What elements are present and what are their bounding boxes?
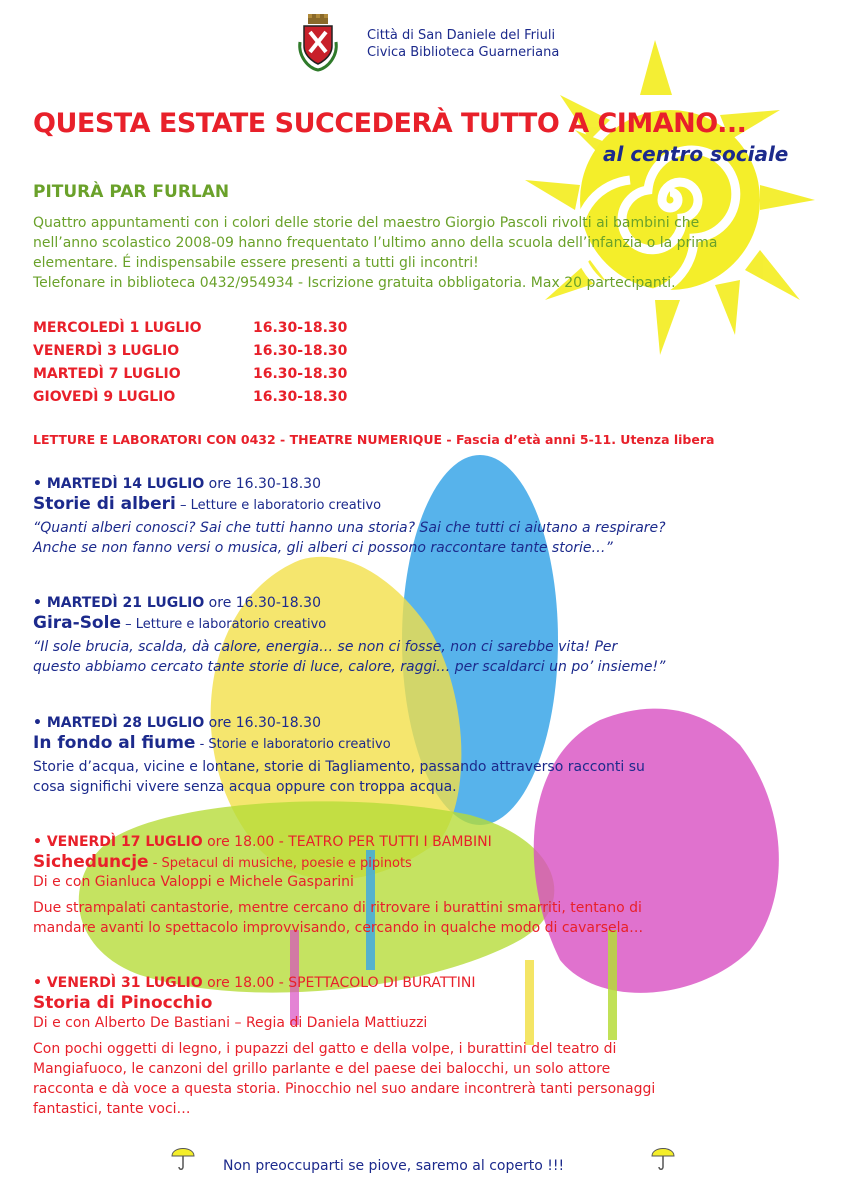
intro-line: nell’anno scolastico 2008-09 hanno frequentato l’ultimo anno della scuola dell’infanzia o la prima [33, 235, 718, 251]
event-title [33, 613, 823, 633]
event-line: Con pochi oggetti di legno, i pupazzi del gatto e della volpe, i burattini del teatro di [33, 1041, 617, 1057]
event-line: Storie d’acqua, vicine e lontane, storie di Tagliamento, passando attraverso racconti su [33, 759, 645, 775]
event-date-day: • MARTEDÌ 21 LUGLIO [33, 595, 205, 611]
event-line: mandare avanti lo spettacolo improvvisando, cercando in qualche modo di cavarsela… [33, 920, 644, 936]
event-date-day: • VENERDÌ 17 LUGLIO [33, 834, 203, 850]
event-title [33, 993, 823, 1013]
footer-note: Non preoccuparti se piove, saremo al coperto !!! [223, 1158, 565, 1174]
schedule-day: GIOVEDÌ 9 LUGLIO [33, 389, 176, 405]
event-desc: – Letture e laboratorio creativo [120, 617, 327, 632]
event-text [33, 757, 823, 797]
schedule-time: 16.30-18.30 [253, 320, 348, 336]
schedule-time: 16.30-18.30 [253, 343, 348, 359]
crest-icon [296, 12, 340, 74]
event-date [33, 975, 823, 991]
umbrella-icon [650, 1142, 676, 1172]
schedule-row [33, 320, 347, 343]
schedule-row [33, 366, 347, 389]
event-quote [33, 518, 823, 558]
event-5 [33, 975, 823, 1119]
event-title [33, 733, 823, 753]
event-date [33, 595, 823, 611]
event-time: ore 16.30-18.30 [204, 715, 321, 731]
event-date [33, 476, 823, 492]
schedule-row [33, 389, 347, 412]
event-3 [33, 715, 823, 797]
event-2 [33, 595, 823, 677]
event-title-text: In fondo al fiume [33, 733, 196, 753]
event-4 [33, 834, 823, 938]
umbrella-icon [170, 1142, 196, 1172]
event-desc: - Storie e laboratorio creativo [195, 737, 391, 752]
intro-line: elementare. É indispensabile essere presenti a tutti gli incontri! [33, 255, 479, 271]
event-date-day: • MARTEDÌ 14 LUGLIO [33, 476, 205, 492]
event-line: Anche se non fanno versi o musica, gli alberi ci possono raccontare tante storie…” [33, 540, 613, 556]
event-date-day: • MARTEDÌ 28 LUGLIO [33, 715, 205, 731]
event-title [33, 494, 823, 514]
section-intro [33, 213, 823, 293]
intro-line: Telefonare in biblioteca 0432/954934 - Iscrizione gratuita obbligatoria. Max 20 partecipanti. [33, 275, 676, 291]
event-line: questo abbiamo cercato tante storie di luce, calore, raggi… per scaldarci un po’ insieme!” [33, 659, 666, 675]
header-library: Civica Biblioteca Guarneriana [367, 45, 560, 60]
event-line: “Quanti alberi conosci? Sai che tutti hanno una storia? Sai che tutti ci aiutano a respirare? [33, 520, 666, 536]
schedule-day: MARTEDÌ 7 LUGLIO [33, 366, 181, 382]
event-credit: Di e con Gianluca Valoppi e Michele Gasparini [33, 874, 354, 890]
event-line: Mangiafuoco, le canzoni del grillo parlante e del paese dei balocchi, un solo attore [33, 1061, 611, 1077]
event-date [33, 834, 823, 850]
event-time: ore 18.00 - TEATRO PER TUTTI I BAMBINI [202, 834, 492, 850]
event-line: fantastici, tante voci… [33, 1101, 191, 1117]
event-1 [33, 476, 823, 558]
event-date [33, 715, 823, 731]
event-title [33, 852, 823, 872]
workshop-banner: LETTURE E LABORATORI CON 0432 - THEATRE NUMERIQUE - Fascia d’età anni 5-11. Utenza libera [33, 432, 715, 447]
event-time: ore 18.00 - SPETTACOLO DI BURATTINI [202, 975, 476, 991]
event-desc: – Letture e laboratorio creativo [175, 498, 382, 513]
schedule-row [33, 343, 347, 366]
event-quote [33, 637, 823, 677]
schedule-day: MERCOLEDÌ 1 LUGLIO [33, 320, 202, 336]
intro-line: Quattro appuntamenti con i colori delle storie del maestro Giorgio Pascoli rivolti ai bambini che [33, 215, 700, 231]
event-title-text: Storie di alberi [33, 494, 176, 514]
event-line: “Il sole brucia, scalda, dà calore, energia… se non ci fosse, non ci sarebbe vita! Per [33, 639, 618, 655]
schedule-day: VENERDÌ 3 LUGLIO [33, 343, 180, 359]
schedule-time: 16.30-18.30 [253, 389, 348, 405]
page-subtitle: al centro sociale [603, 142, 789, 166]
event-title-text: Gira-Sole [33, 613, 121, 633]
sun-spiral-icon [525, 40, 815, 355]
page-title: QUESTA ESTATE SUCCEDERÀ TUTTO A CIMANO... [33, 108, 747, 139]
event-date-day: • VENERDÌ 31 LUGLIO [33, 975, 203, 991]
event-line: cosa significhi vivere senza acqua oppure con troppa acqua. [33, 779, 457, 795]
event-line: Due strampalati cantastorie, mentre cercano di ritrovare i burattini smarriti, tentano di [33, 900, 642, 916]
event-credit: Di e con Alberto De Bastiani – Regia di Daniela Mattiuzzi [33, 1015, 428, 1031]
schedule-time: 16.30-18.30 [253, 366, 348, 382]
event-title-text: Sicheduncje [33, 852, 149, 872]
event-line: racconta e dà voce a questa storia. Pinocchio nel suo andare incontrerà tanti personaggi [33, 1081, 656, 1097]
schedule-list [33, 320, 347, 412]
event-desc: - Spetacul di musiche, poesie e pipinots [148, 856, 412, 871]
event-text [33, 1039, 823, 1119]
header-city: Città di San Daniele del Friuli [367, 28, 556, 43]
event-text [33, 898, 823, 938]
event-title-text: Storia di Pinocchio [33, 993, 213, 1013]
event-time: ore 16.30-18.30 [204, 476, 321, 492]
event-time: ore 16.30-18.30 [204, 595, 321, 611]
section-heading: PITURÀ PAR FURLAN [33, 182, 230, 202]
